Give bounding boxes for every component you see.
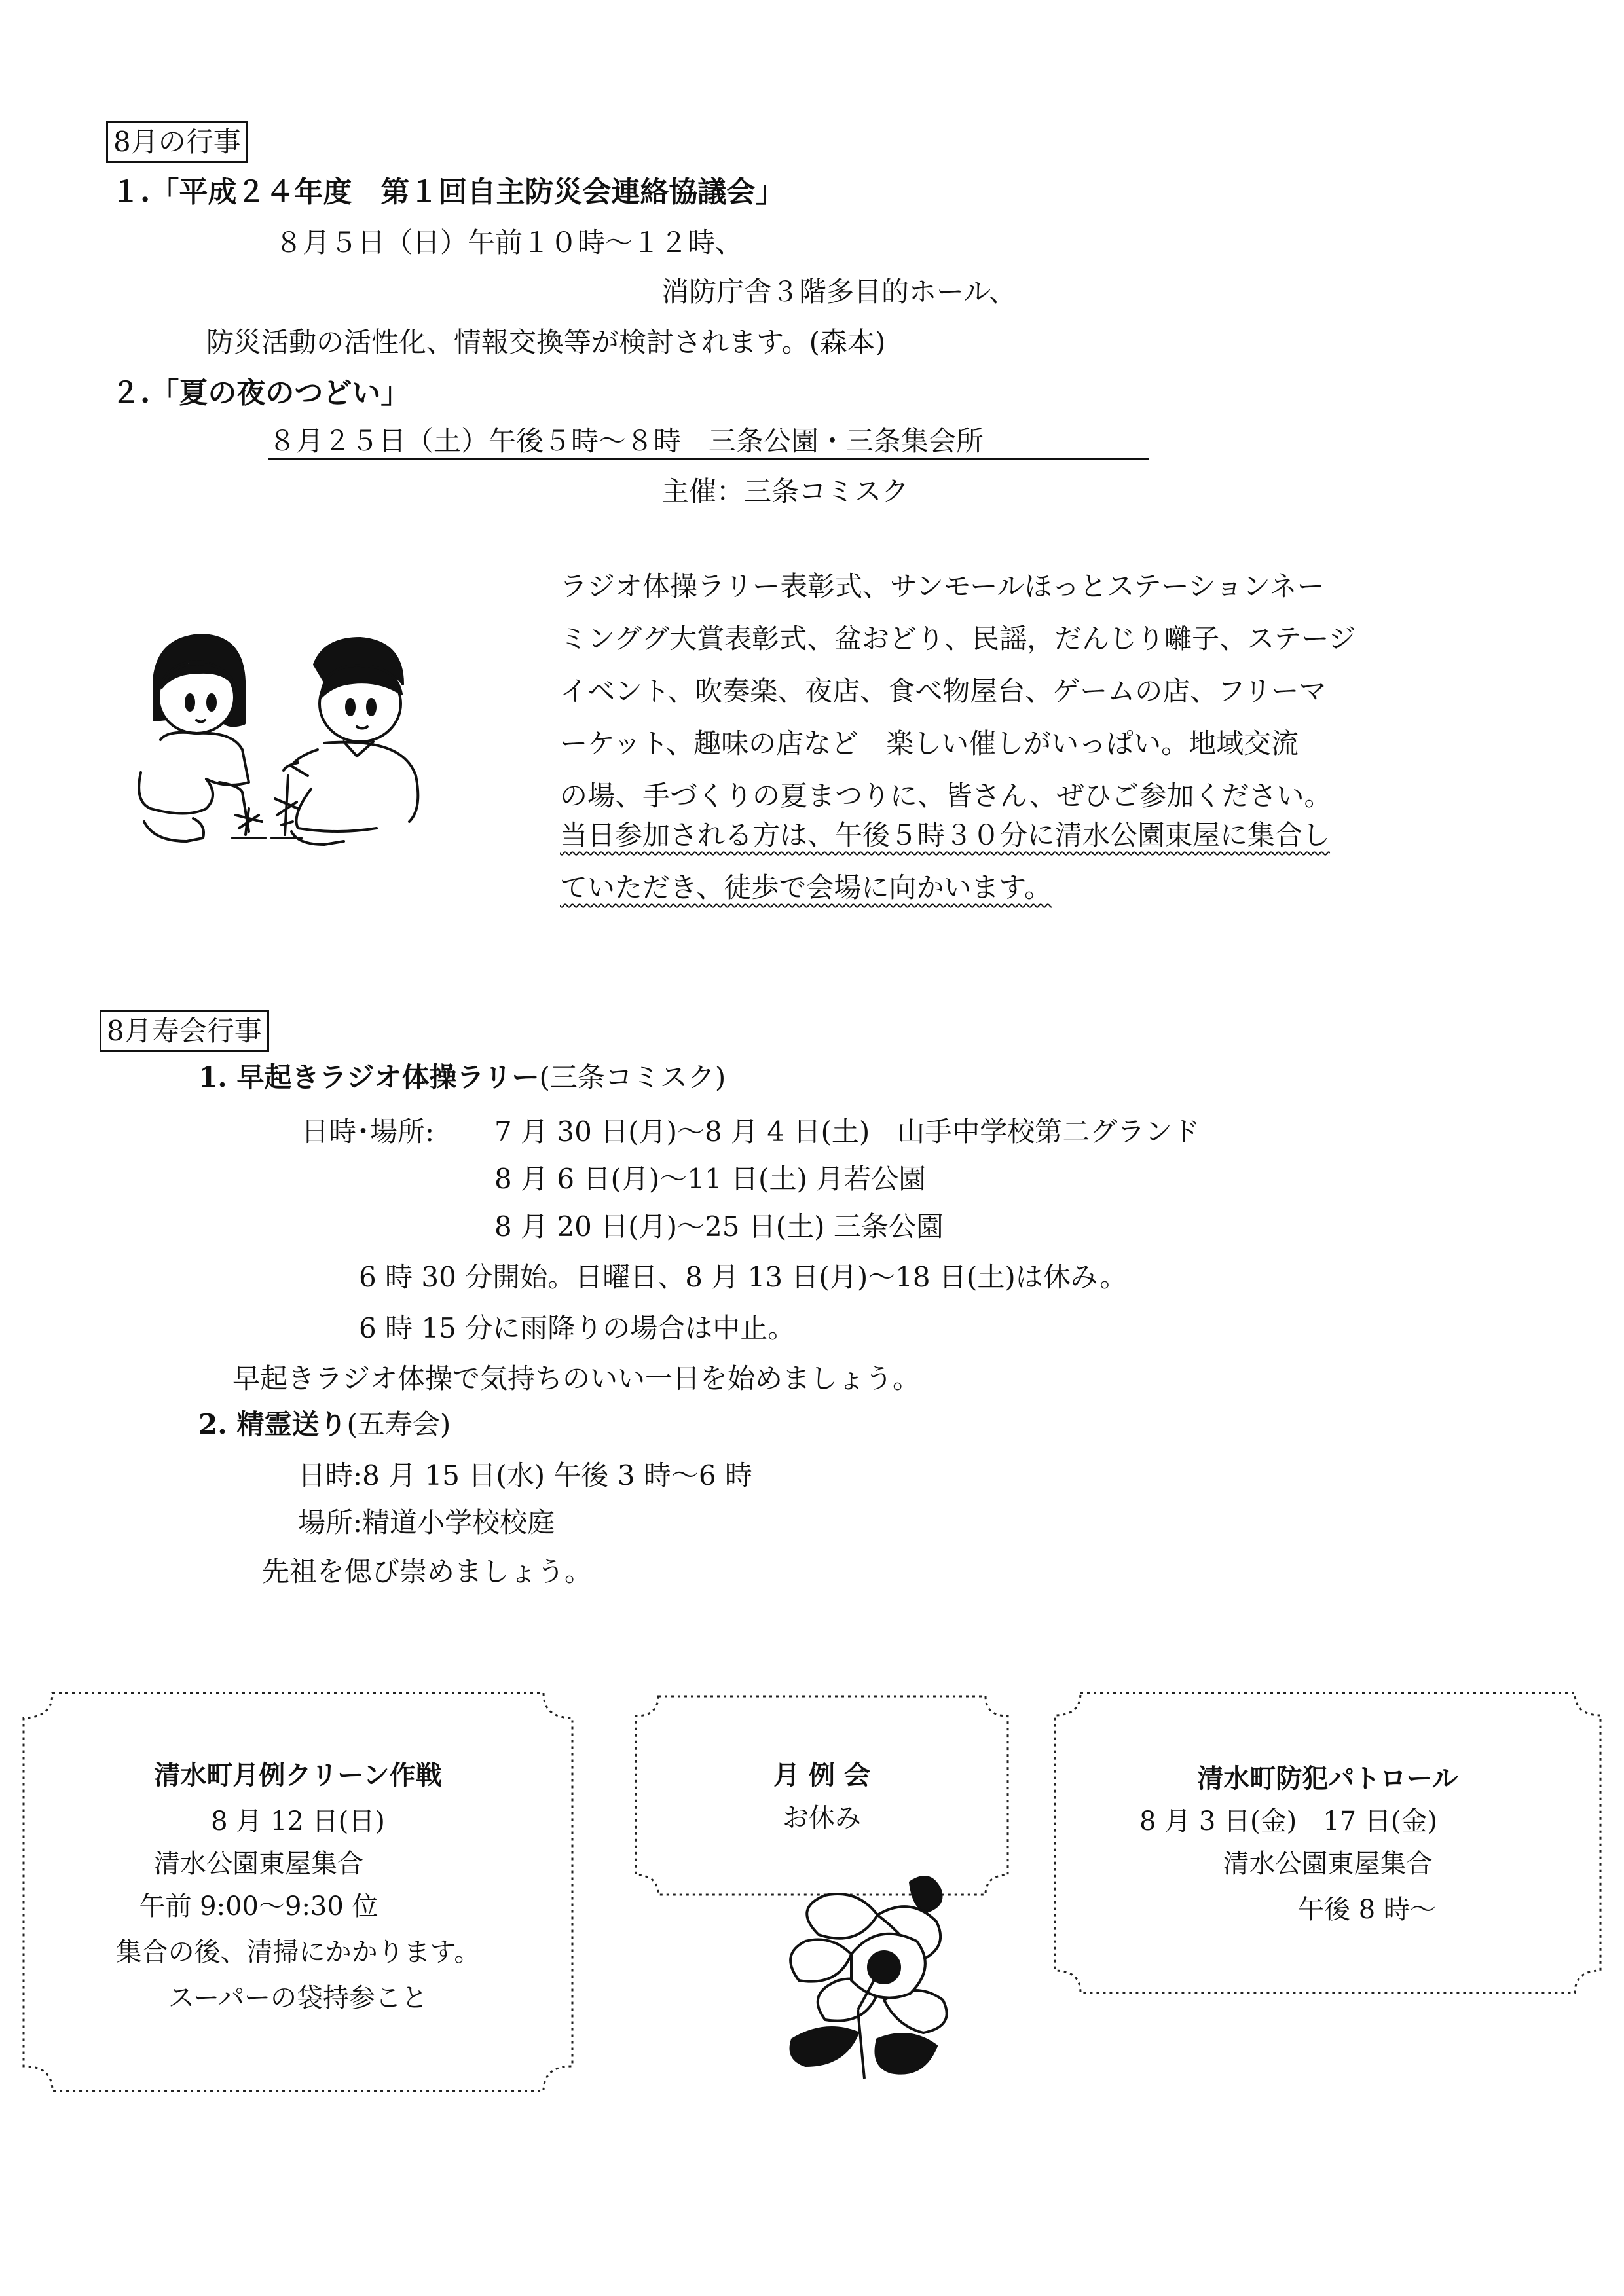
monthly-meeting-box — [632, 1692, 1012, 1899]
event2-organizer: 主催：三条コミスク — [661, 475, 910, 507]
cleanup-notice-box — [20, 1689, 576, 2095]
kotobuki-item2-title: 2. 精霊送り — [198, 1408, 347, 1440]
patrol-place: 清水公園東屋集合 — [1223, 1849, 1433, 1879]
kotobuki-item1-title: 1. 早起きラジオ体操ラリー — [198, 1061, 540, 1093]
kotobuki-item2-closing: 先祖を偲び崇めましょう。 — [262, 1556, 593, 1588]
event1-title: １.「平成２４年度 第１回自主防災会連絡協議会」 — [111, 175, 784, 209]
event1-datetime: ８月５日（日）午前１０時～１２時、 — [275, 227, 743, 259]
patrol-notice-box — [1051, 1689, 1604, 1997]
patrol-time: 午後 8 時～ — [1298, 1895, 1436, 1925]
kotobuki-item2-org: (五寿会) — [346, 1408, 451, 1440]
cleanup-note: 集合の後、清掃にかかります。 — [115, 1937, 481, 1967]
monthly-meeting-status: お休み — [783, 1803, 861, 1833]
kotobuki-schedule-2: 8 月 6 日(月)～11 日(土) 月若公園 — [494, 1163, 927, 1195]
event2-datetime: ８月２５日（土）午後５時～８時 三条公園・三条集会所 — [268, 424, 1149, 460]
kotobuki-item2-heading — [198, 1408, 451, 1442]
monthly-meeting-title: 月 例 会 — [773, 1760, 870, 1791]
cleanup-title: 清水町月例クリーン作戦 — [154, 1760, 442, 1791]
event2-title: ２.「夏の夜のつどい」 — [111, 376, 410, 410]
hibiscus-flower-illustration — [779, 1869, 976, 2085]
section-header-kotobuki: 8月寿会行事 — [100, 1010, 269, 1052]
patrol-title: 清水町防犯パトロール — [1197, 1763, 1458, 1794]
kotobuki-item1-closing: 早起きラジオ体操で気持ちのいい一日を始めましょう。 — [232, 1362, 921, 1394]
cleanup-place: 清水公園東屋集合 — [154, 1849, 363, 1879]
kotobuki-schedule-1: 7 月 30 日(月)～8 月 4 日(土) 山手中学校第二グランド — [494, 1116, 1200, 1148]
event1-venue: 消防庁舎３階多目的ホール、 — [661, 276, 1016, 308]
kotobuki-item1-org: (三条コミスク) — [539, 1061, 726, 1093]
kotobuki-item2-place: 場所:精道小学校校庭 — [298, 1506, 555, 1539]
event1-description: 防災活動の活性化、情報交換等が検討されます。(森本) — [206, 326, 886, 358]
children-gardening-illustration — [128, 625, 455, 861]
cleanup-bring: スーパーの袋持参こと — [168, 1983, 428, 2013]
cleanup-date: 8 月 12 日(日) — [211, 1806, 385, 1836]
section-header-august-events: 8月の行事 — [106, 121, 248, 163]
kotobuki-item1-heading — [198, 1061, 726, 1095]
kotobuki-item1-start: 6 時 30 分開始。日曜日、8 月 13 日(月)～18 日(土)は休み。 — [359, 1261, 1128, 1293]
kotobuki-item1-schedule-label: 日時･場所: — [301, 1116, 435, 1148]
patrol-dates: 8 月 3 日(金) 17 日(金) — [1139, 1806, 1438, 1836]
cleanup-time: 午前 9:00～9:30 位 — [139, 1891, 378, 1922]
kotobuki-item1-rain: 6 時 15 分に雨降りの場合は中止。 — [359, 1312, 796, 1344]
kotobuki-schedule-3: 8 月 20 日(月)～25 日(土) 三条公園 — [494, 1211, 944, 1243]
kotobuki-item2-datetime: 日時:8 月 15 日(水) 午後 3 時～6 時 — [298, 1459, 752, 1491]
